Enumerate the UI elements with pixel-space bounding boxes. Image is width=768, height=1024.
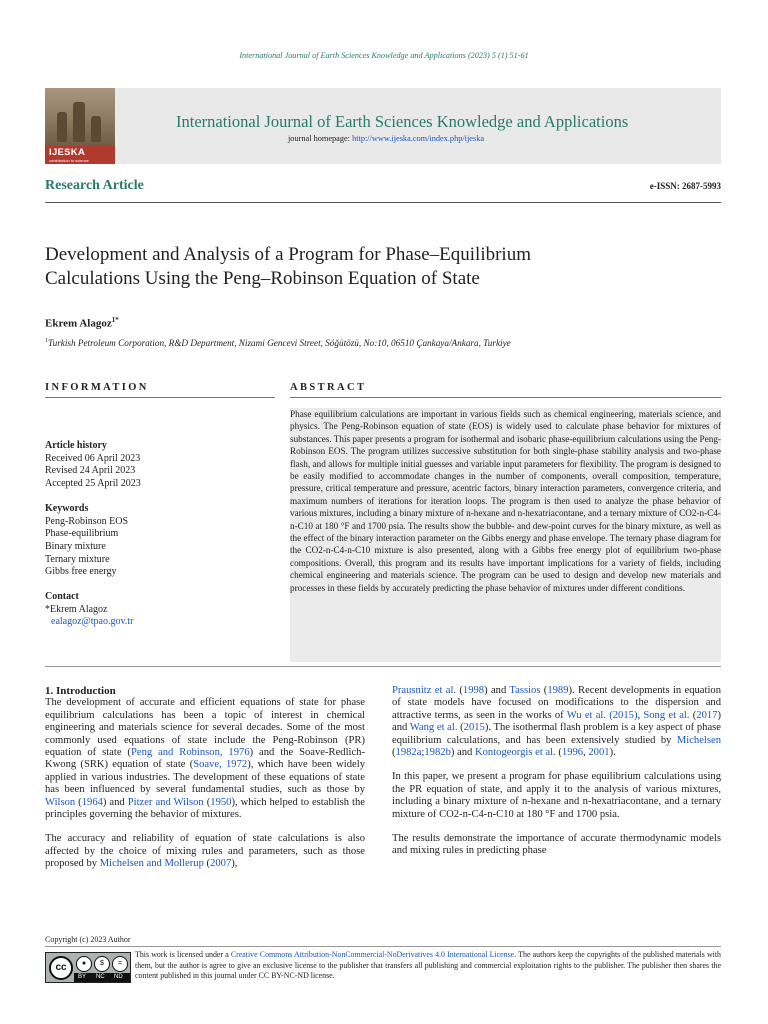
revised-date: Revised 24 April 2023 xyxy=(45,465,136,477)
citation-link[interactable]: Wu et al. (2015) xyxy=(566,709,638,721)
paper-title-line: Calculations Using the Peng–Robinson Equation of State xyxy=(45,268,480,289)
keyword-item: Phase-equilibrium xyxy=(45,528,119,540)
cc-nc-label: NC xyxy=(96,974,105,980)
logo-artwork xyxy=(45,88,115,146)
citation-link[interactable]: Wilson xyxy=(45,796,76,808)
footer-rule xyxy=(45,946,721,947)
citation-link[interactable]: 2007 xyxy=(210,858,232,870)
contact-email-link[interactable]: ealagoz@tpao.gov.tr xyxy=(51,616,134,628)
journal-homepage xyxy=(288,134,484,143)
keyword-item: Peng-Robinson EOS xyxy=(45,515,129,527)
citation-link[interactable]: Wang et al. xyxy=(409,722,458,734)
citation-link[interactable]: 1950 xyxy=(210,796,232,808)
abstract-text: Phase equilibrium calculations are important in various fields such as chemical engineering, materials science, and physics. The Peng-Robinson equation of state (EOS) is widely used to calculate phase behavior for mixtures of substances. This paper presents a program for isothermal and isobaric phase-equilibrium calculations using the Peng-Robinson EOS. The program utilizes successive substitution for both single-phase stability analysis and two-phase flash, and allows for multiple initial guesses and variable input parameters for flexibility. The program is designed to be easily modified to accommodate changes in the number of components, overall composition, temperature, pressure, critical temperature and pressure, acentric factors, binary interaction parameters, convergence criteria, and maximum numbers of iterations for iteration loops. The program is then used to analyze the phase behavior of various mixtures, including a binary mixture of n-hexane and n-hexatriacontane, and a ternary mixture of CO2-n-C4-n-C10 at 180 °F and 1700 psia. The results show the bubble- and dew-point curves for the binary mixture, as well as the effect of the binary interaction parameter on the Gibbs energy and phase envelope. The ternary phase diagram for the CO2-n-C4-n-C10 mixture is also presented, along with a Gibbs free energy plot of equilibrium two-phase compositions. Overall, this program and its results have important implications for a variety of fields, including chemical engineering and materials science. The program can be used to design and develop new materials and processes in these fields by accurately predicting the phase behavior of mixtures under different conditions. xyxy=(290,409,721,593)
body-column-right xyxy=(392,685,721,870)
history-heading: Article history xyxy=(45,440,107,451)
noderivatives-icon: = xyxy=(112,956,128,972)
keywords-heading: Keywords xyxy=(45,502,89,514)
journal-title: International Journal of Earth Sciences Knowledge and Applications xyxy=(176,112,629,131)
accepted-date: Accepted 25 April 2023 xyxy=(45,478,141,490)
homepage-label: journal homepage: xyxy=(288,134,350,143)
abstract-heading: ABSTRACT xyxy=(290,382,367,393)
keyword-item: Gibbs free energy xyxy=(45,566,117,578)
citation-link[interactable]: 2001 xyxy=(588,747,610,759)
body-paragraph: The results demonstrate the importance of accurate thermodynamic models and mixing rules in predicting phase xyxy=(392,833,721,857)
cc-license-badge[interactable] xyxy=(45,952,131,983)
logo-jar-icon xyxy=(91,116,101,142)
contact-heading: Contact xyxy=(45,591,79,603)
received-date: Received 06 April 2023 xyxy=(45,452,141,464)
logo-tagline: contribution to science xyxy=(49,158,89,163)
logo-jar-icon xyxy=(57,112,67,142)
citation-link[interactable]: 1964 xyxy=(81,796,103,808)
body-paragraph: In this paper, we present a program for phase equilibrium calculations using the PR equation of state, and apply it to the analysis of various mixtures, including a binary mixture of n-hexane and n-hexatriacontane, and a ternary mixture of CO2-n-C4-n-C10 at 180 °F and 1700 psia. xyxy=(392,771,721,820)
noncommercial-icon: $ xyxy=(94,956,110,972)
logo-band xyxy=(45,146,115,164)
article-info-sidebar xyxy=(45,440,275,629)
citation-link[interactable]: Michelsen xyxy=(676,734,721,746)
citation-link[interactable]: Peng and Robinson, 1976 xyxy=(130,747,250,759)
affiliation-mark: 1 xyxy=(45,338,48,344)
citation-link[interactable]: Tassios xyxy=(509,685,541,696)
journal-logo xyxy=(45,88,115,164)
paper-title-line: Development and Analysis of a Program for Phase–Equilibrium xyxy=(45,244,531,265)
contact-name: *Ekrem Alagoz xyxy=(45,603,108,615)
cc-icon: cc xyxy=(49,956,73,980)
author xyxy=(45,316,119,330)
citation-link[interactable]: Pitzer and Wilson xyxy=(127,796,204,808)
logo-name: IJESKA xyxy=(49,147,86,158)
body-paragraph: Prausnitz et al. (1998) and Tassios (1989). Recent developments in equation of state models have focused on modifications to the dispersion and attractive terms, as seen in the works of Wu et al. (2015), Song et al. (2017) and Wang et al. (2015). The isothermal flash problem is a key aspect of phase equilibrium calculations, and has been extensively studied by Michelsen (1982a;1982b) and Kontogeorgis et al. (1996, 2001). xyxy=(392,685,722,759)
abstract-box xyxy=(290,408,721,662)
body-paragraph: The development of accurate and efficient equations of state for phase equilibrium calculations has been a topic of interest in chemical engineering and materials science for several decades. Some of the most commonly used equations of state include the Peng-Robinson (PR) equation of state (Peng and Robinson, 1976) and the Soave-Redlich-Kwong (SRK) equation of state (Soave, 1972), which have been widely applied in various industries. The development of these equations of state has been influenced by several fundamental studies, such as those by Wilson (1964) and Pitzer and Wilson (1950), which helped to establish the principles governing the behavior of mixtures. xyxy=(45,697,365,821)
author-name: Ekrem Alagoz xyxy=(45,317,112,330)
citation-link[interactable]: Michelsen and Mollerup xyxy=(99,858,204,870)
article-bar xyxy=(45,172,721,203)
citation-link[interactable]: 1989 xyxy=(547,685,569,696)
abstract-rule xyxy=(290,397,721,398)
citation-link[interactable]: Kontogeorgis et al. xyxy=(474,747,556,759)
section-heading: 1. Introduction xyxy=(45,685,116,697)
author-mark: 1* xyxy=(111,316,119,324)
logo-jar-icon xyxy=(73,102,85,142)
article-type: Research Article xyxy=(45,178,144,193)
citation-link[interactable]: 1998 xyxy=(462,685,485,696)
citation-link[interactable]: Song et al. xyxy=(643,709,690,721)
citation-link[interactable]: 2017 xyxy=(696,709,718,721)
information-heading: INFORMATION xyxy=(45,382,149,393)
keyword-item: Binary mixture xyxy=(45,540,106,552)
cc-by-label: BY xyxy=(78,974,87,980)
citation-link[interactable]: 1996 xyxy=(561,747,584,759)
citation-link[interactable]: Prausnitz et al. xyxy=(392,685,457,696)
citation-link[interactable]: 1982b xyxy=(424,747,451,759)
cc-nd-label: ND xyxy=(114,974,123,980)
license-link[interactable]: Creative Commons Attribution-NonCommercial-NoDerivatives 4.0 International License xyxy=(230,950,515,959)
body-paragraph: The accuracy and reliability of equation of state calculations is also affected by the choice of mixing rules and parameters, such as those proposed by Michelsen and Mollerup (2007), xyxy=(45,833,365,870)
paper-title xyxy=(45,243,721,291)
citation-link[interactable]: 2015 xyxy=(463,722,485,734)
homepage-link[interactable]: http://www.ijeska.com/index.php/ijeska xyxy=(352,134,485,143)
citation-link[interactable]: Soave, 1972 xyxy=(193,759,248,771)
license-text: This work is licensed under a Creative Commons Attribution-NonCommercial-NoDerivatives 4.0 International License. The authors keep the copyrights of the published materials with them, but the author is agree to give an exclusive license to the publisher that transfers all publishing and commercial exploitation rights to the publisher. The publisher then shares the content published in this journal under CC BY-NC-ND license. xyxy=(135,950,721,981)
affiliation-text: Turkish Petroleum Corporation, R&D Department, Nizami Gencevi Street, Söğütözü, No:10, 06510 Çankaya/Ankara, Turkiye xyxy=(48,338,511,349)
journal-citation: International Journal of Earth Sciences Knowledge and Applications (2023) 5 (1) 51-61 xyxy=(239,51,529,60)
masthead xyxy=(45,88,721,164)
attribution-icon: ● xyxy=(76,956,92,972)
affiliation xyxy=(45,338,511,348)
citation-link[interactable]: 1982a xyxy=(395,747,422,759)
body-rule xyxy=(45,666,721,667)
body-column-left xyxy=(45,685,365,883)
issn: e-ISSN: 2687-5993 xyxy=(649,181,721,191)
keyword-item: Ternary mixture xyxy=(45,553,110,565)
information-rule xyxy=(45,397,275,398)
copyright: Copyright (c) 2023 Author xyxy=(45,935,131,944)
